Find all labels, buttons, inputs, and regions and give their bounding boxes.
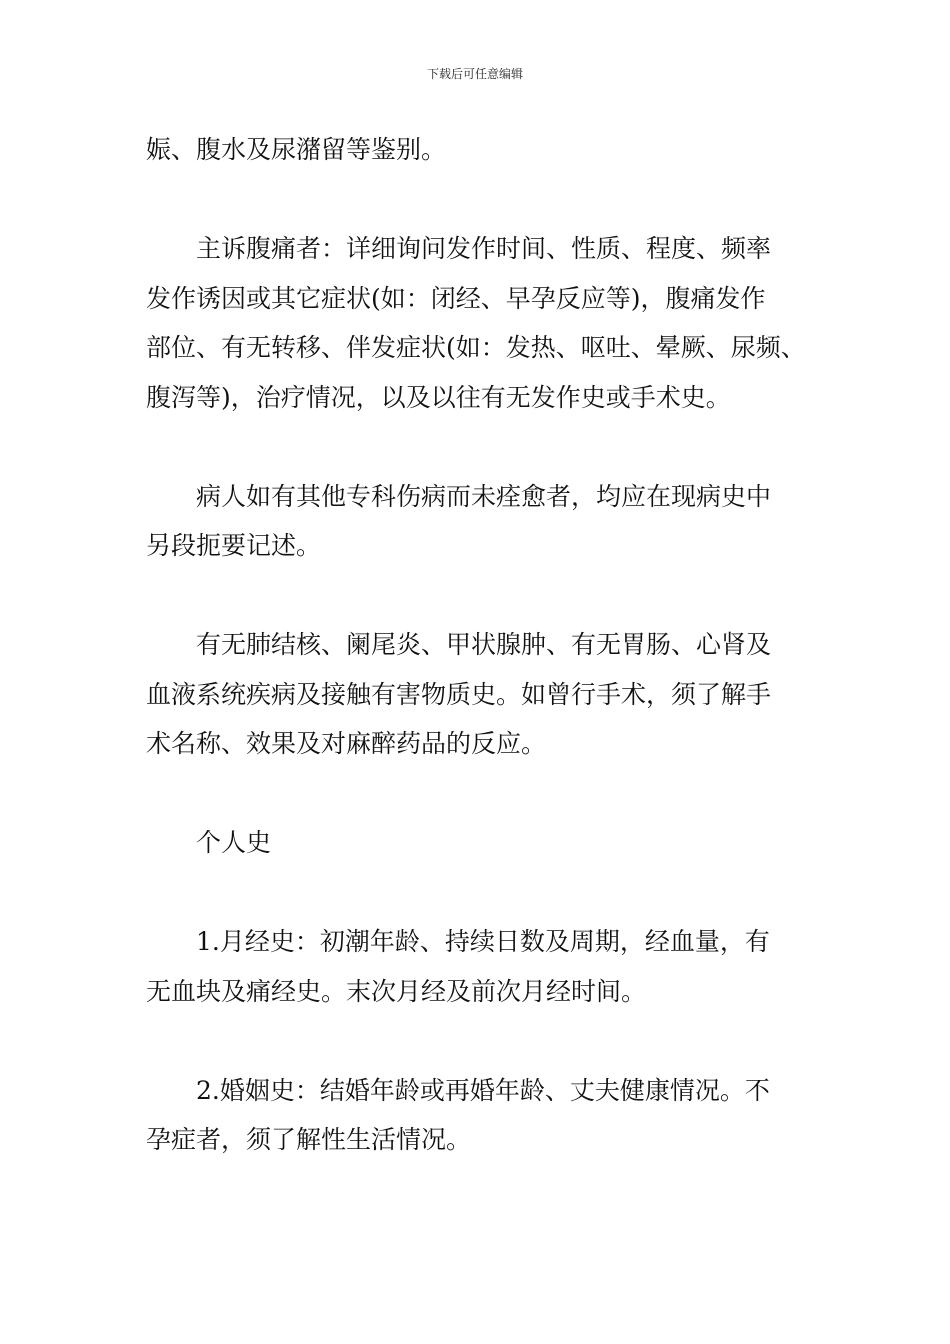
- paragraph-menstrual-history: [146, 917, 814, 1016]
- text-line: 有无肺结核、阑尾炎、甲状腺肿、有无胃肠、心肾及: [196, 630, 772, 659]
- text-line: 娠、腹水及尿潴留等鉴别。: [146, 135, 447, 164]
- text-line: 血液系统疾病及接触有害物质史。如曾行手术，须了解手: [146, 679, 772, 709]
- text-line: 1.月经史：初潮年龄、持续日数及周期，经血量，有: [196, 927, 770, 956]
- paragraph-continuation: [146, 125, 814, 175]
- page-header: 下载后可任意编辑: [426, 67, 523, 81]
- document-body: [146, 125, 814, 1214]
- text-line: 个人史: [196, 828, 272, 857]
- text-line: 无血块及痛经史。末次月经及前次月经时间。: [146, 976, 647, 1006]
- text-line: 术名称、效果及对麻醉药品的反应。: [146, 729, 547, 758]
- text-line: 部位、有无转移、伴发症状(如：发热、呕吐、晕厥、尿频、: [146, 333, 806, 362]
- paragraph-past-history: [146, 620, 814, 769]
- text-line: 病人如有其他专科伤病而未痊愈者，均应在现病史中: [196, 481, 772, 511]
- paragraph-other-illness: [146, 472, 814, 571]
- text-line: 发作诱因或其它症状(如：闭经、早孕反应等)，腹痛发作: [146, 283, 766, 313]
- text-line: 腹泻等)，治疗情况，以及以往有无发作史或手术史。: [146, 382, 731, 412]
- text-line: 另段扼要记述。: [146, 531, 322, 560]
- text-line: 孕症者，须了解性生活情况。: [146, 1125, 472, 1154]
- text-line: 主诉腹痛者：详细询问发作时间、性质、程度、频率: [196, 234, 772, 263]
- paragraph-abdominal-pain: [146, 224, 814, 422]
- paragraph-marital-history: [146, 1066, 814, 1165]
- section-heading-personal-history: [146, 818, 814, 868]
- text-line: 2.婚姻史：结婚年龄或再婚年龄、丈夫健康情况。不: [196, 1075, 770, 1105]
